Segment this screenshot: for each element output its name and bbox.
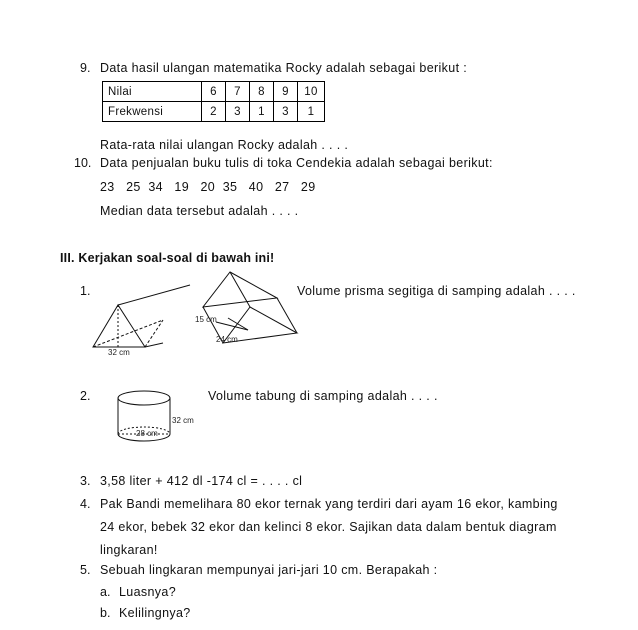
table-cell: Nilai	[103, 82, 202, 102]
s3-q5-a-label: a.	[100, 585, 111, 599]
q10-number: 10.	[74, 156, 92, 170]
table-cell: Frekwensi	[103, 102, 202, 122]
s3-q3-number: 3.	[80, 474, 91, 488]
s3-q4-line3: lingkaran!	[100, 543, 158, 557]
s3-q4-line2: 24 ekor, bebek 32 ekor dan kelinci 8 ekor. Sajikan data dalam bentuk diagram	[100, 520, 557, 534]
table-cell: 8	[250, 82, 274, 102]
q10-prompt: Data penjualan buku tulis di toka Cendekia adalah sebagai berikut:	[100, 156, 493, 170]
cylinder-diameter-label: 28 cm	[136, 429, 158, 438]
s3-q5-a-text: Luasnya?	[119, 585, 177, 599]
s3-q2-number: 2.	[80, 389, 91, 403]
table-cell: 6	[202, 82, 226, 102]
prism-right-height-label: 15 cm	[195, 315, 217, 324]
prism-right-length-label: 24 cm	[216, 335, 238, 344]
prism-left-base-label: 32 cm	[108, 348, 130, 357]
q9-number: 9.	[80, 61, 91, 75]
s3-q1-number: 1.	[80, 284, 91, 298]
q10-data: 23 25 34 19 20 35 40 27 29	[100, 180, 316, 194]
section-title: III. Kerjakan soal-soal di bawah ini!	[60, 251, 275, 265]
s3-q5-b-label: b.	[100, 606, 111, 620]
table-cell: 10	[298, 82, 325, 102]
table-cell: 3	[274, 102, 298, 122]
s3-q4-line1: Pak Bandi memelihara 80 ekor ternak yang terdiri dari ayam 16 ekor, kambing	[100, 497, 558, 511]
s3-q5-b-text: Kelilingnya?	[119, 606, 191, 620]
s3-q5-number: 5.	[80, 563, 91, 577]
table-cell: 3	[226, 102, 250, 122]
table-cell: 2	[202, 102, 226, 122]
s3-q4-number: 4.	[80, 497, 91, 511]
q10-question: Median data tersebut adalah . . . .	[100, 204, 299, 218]
table-cell: 7	[226, 82, 250, 102]
s3-q5-question: Sebuah lingkaran mempunyai jari-jari 10 cm. Berapakah :	[100, 563, 438, 577]
cylinder-height-label: 32 cm	[172, 416, 194, 425]
s3-q1-question: Volume prisma segitiga di samping adalah . . . .	[297, 284, 576, 298]
table-cell: 1	[250, 102, 274, 122]
table-cell: 9	[274, 82, 298, 102]
table-cell: 1	[298, 102, 325, 122]
q9-question: Rata-rata nilai ulangan Rocky adalah . . . .	[100, 138, 349, 152]
s3-q2-question: Volume tabung di samping adalah . . . .	[208, 389, 438, 403]
q9-prompt: Data hasil ulangan matematika Rocky adalah sebagai berikut :	[100, 61, 468, 75]
s3-q3-question: 3,58 liter + 412 dl -174 cl = . . . . cl	[100, 474, 303, 488]
